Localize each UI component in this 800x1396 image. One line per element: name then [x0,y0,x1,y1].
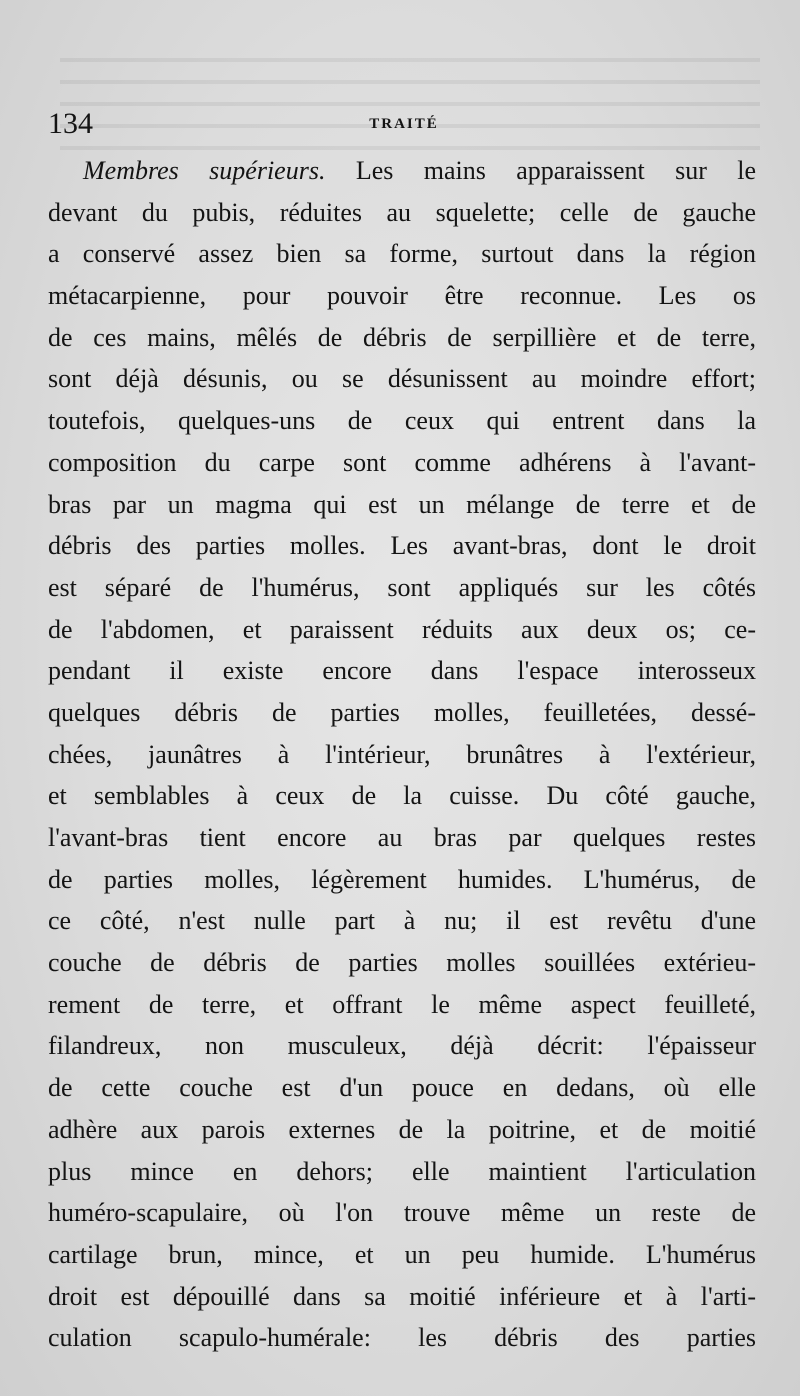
page-number: 134 [48,107,93,140]
text-line: cartilage brun, mince, et un peu humide. L'humérus [48,1239,756,1269]
section-heading: Membres supérieurs. [83,156,326,185]
text-line: couche de débris de parties molles souillées extérieu- [48,948,756,978]
text-line: toutefois, quelques-uns de ceux qui entrent dans la [48,406,756,436]
text-line: de ces mains, mêlés de débris de serpillière et de terre, [48,322,756,352]
text-line: et semblables à ceux de la cuisse. Du côté gauche, [48,781,756,811]
text-line: de l'abdomen, et paraissent réduits aux deux os; ce- [48,614,756,644]
text-line: huméro-scapulaire, où l'on trouve même un reste de [48,1198,756,1228]
text-line: chées, jaunâtres à l'intérieur, brunâtres à l'extérieur, [48,739,756,769]
text-line: adhère aux parois externes de la poitrine, et de moitié [48,1114,756,1144]
text-line: est séparé de l'humérus, sont appliqués sur les côtés [48,572,756,602]
text-line [48,150,756,192]
text-line: bras par un magma qui est un mélange de terre et de [48,489,756,519]
text-line: filandreux, non musculeux, déjà décrit: l'épaisseur [48,1031,756,1061]
text-line: de parties molles, légèrement humides. L'humérus, de [48,864,756,894]
text-line: devant du pubis, réduites au squelette; celle de gauche [48,197,756,227]
text-line: a conservé assez bien sa forme, surtout dans la région [48,239,756,269]
text-line-rest: Les mains apparaissent sur le [325,156,756,185]
text-line: sont déjà désunis, ou se désunissent au moindre effort; [48,364,756,394]
text-line: plus mince en dehors; elle maintient l'articulation [48,1156,756,1186]
text-line: quelques débris de parties molles, feuilletées, dessé- [48,697,756,727]
text-line: débris des parties molles. Les avant-bras, dont le droit [48,531,756,561]
page-header [48,104,760,144]
body-text [48,150,756,1359]
text-line: pendant il existe encore dans l'espace interosseux [48,656,756,686]
running-head: TRAITÉ [369,116,439,132]
text-line: droit est dépouillé dans sa moitié inférieure et à l'arti- [48,1281,756,1311]
text-line: métacarpienne, pour pouvoir être reconnue. Les os [48,281,756,311]
text-line: ce côté, n'est nulle part à nu; il est revêtu d'une [48,906,756,936]
text-line: rement de terre, et offrant le même aspect feuilleté, [48,989,756,1019]
text-line: l'avant-bras tient encore au bras par quelques restes [48,823,756,852]
text-line: de cette couche est d'un pouce en dedans, où elle [48,1073,756,1103]
text-line: composition du carpe sont comme adhérens à l'avant- [48,447,756,477]
text-line: culation scapulo-humérale: les débris des parties [48,1323,756,1353]
